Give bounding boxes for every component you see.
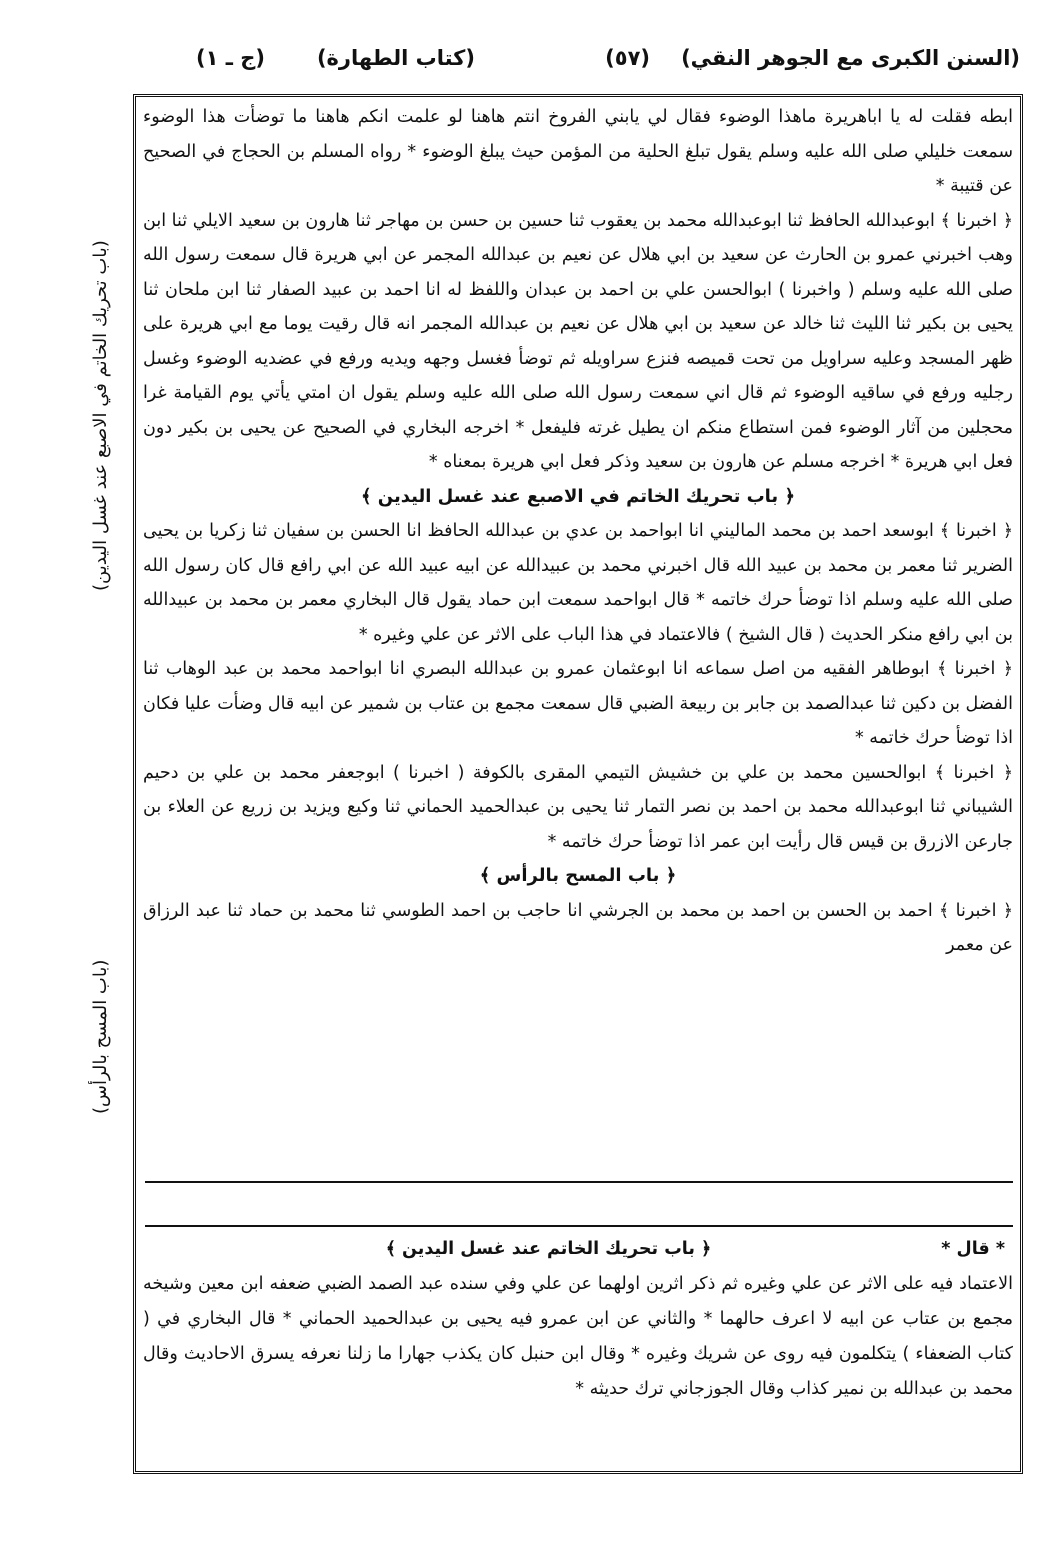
volume-number: (ج ـ ١) [196, 46, 265, 70]
divider-top [145, 1181, 1013, 1183]
page-header [150, 38, 1020, 90]
paragraph-6: ﴿ اخبرنا ﴾ احمد بن الحسن بن احمد بن محمد بن الجرشي انا حاجب بن احمد الطوسي ثنا محمد بن حماد ثنا عبد الرزاق عن معمر [143, 900, 1013, 955]
paragraph-2: ﴿ اخبرنا ﴾ ابوعبدالله الحافظ ثنا ابوعبدالله محمد بن يعقوب ثنا حسين بن حسن بن مهاجر ثنا هارون بن سعيد الايلي ثنا ابن وهب اخبرني عمرو بن الحارث عن سعيد بن ابي هلال عن نعيم بن عبدالله المجمر عن ابي هريرة قال سمعت رسول الله صلى الله عليه وسلم ( واخبرنا ) ابوالحسن علي بن احمد بن عبدان واللفظ له انا احمد بن عبيد الصفار ثنا ابن ملحان ثنا يحيى بن بكير ثنا الليث ثنا خالد عن سعيد بن ابي هلال عن نعيم بن عبدالله المجمر انه قال رقيت يوما مع ابي هريرة على ظهر المسجد وعليه سراويل من تحت قميصه فنزع سراويله ثم توضأ فغسل وجهه ويديه ورفع في عضديه الوضوء وغسل رجليه ورفع في ساقيه الوضوء ثم قال اني سمعت رسول الله صلى الله عليه وسلم يقول ان امتي يأتي يوم القيامة غرا محجلين من آثار الوضوء فمن استطاع منكم ان يطيل غرته فليفعل * اخرجه البخاري في الصحيح عن يحيى بن بكير دون فعل ابي هريرة * اخرجه مسلم عن هارون بن سعيد وذكر فعل ابي هريرة بمعناه * [143, 210, 1013, 472]
footnote-qala: * قال * [941, 1239, 1005, 1259]
book-title: (السنن الكبرى مع الجوهر النقي) [681, 46, 1020, 70]
paragraph-1: ابطه فقلت له يا اباهريرة ماهذا الوضوء فقال لي يابني الفروخ انتم هاهنا لو علمت انكم هاهنا ما توضأت هذا الوضوء سمعت خليلي صلى الله عليه وسلم يقول تبلغ الحلية من المؤمن حيث يبلغ الوضوء * رواه المسلم بن الحجاج في الصحيح عن قتيبة * [143, 107, 1013, 196]
footnotes-section [143, 1232, 1013, 1407]
footnote-text: الاعتماد فيه على الاثر عن علي وغيره ثم ذكر اثرين اولهما عن علي وفي سنده عبد الصمد الضبي ضعفه ابن معين وشيخه مجمع بن عتاب عن ابيه لا اعرف حالهما * والثاني عن ابن عمرو فيه يحيى بن عبدالحميد الحماني * قال البخاري في ( كتاب الضعفاء ) يتكلمون فيه روى عن شريك وغيره * وقال ابن حنبل كان يكذب جهارا ما زلنا نعرفه يسرق الاحاديث وقال محمد بن عبدالله بن نمير كذاب وقال الجوزجاني ترك حديثه * [143, 1274, 1013, 1399]
chapter-heading-head-wiping: ﴿ باب المسح بالرأس ﴾ [479, 865, 677, 886]
paragraph-5: ﴿ اخبرنا ﴾ ابوالحسين محمد بن علي بن خشيش التيمي المقرى بالكوفة ( اخبرنا ) ابوجعفر محمد بن علي بن دحيم الشيباني ثنا ابوعبدالله محمد بن احمد بن نصر التمار ثنا يحيى بن عبدالحميد الحماني ثنا وكيع ويزيد بن زريع عن العلاء بن جارعن الازرق بن قيس قال رأيت ابن عمر اذا توضأ حرك خاتمه * [143, 762, 1013, 852]
chapter-heading-ring: ﴿ باب تحريك الخاتم في الاصبع عند غسل اليدين ﴾ [360, 485, 796, 507]
margin-note-ring-chapter: (باب تحريك الخاتم في الاصبع عند غسل اليدين) [90, 240, 111, 591]
footnote-header [143, 1232, 1013, 1267]
paragraph-4: ﴿ اخبرنا ﴾ ابوطاهر الفقيه من اصل سماعه انا ابوعثمان عمرو بن عبدالله البصري انا ابواحمد محمد بن عبد الوهاب ثنا الفضل بن دكين ثنا عبدالصمد بن جابر بن ربيعة الضبي قال سمعت مجمع بن عتاب بن شمير عن ابيه قال وضأت عليا فكان اذا توضأ حرك خاتمه * [143, 659, 1013, 748]
divider-bottom [145, 1225, 1013, 1227]
chapter-title: (كتاب الطهارة) [316, 46, 475, 70]
footnote-heading: ﴿ باب تحريك الخاتم عند غسل اليدين ﴾ [385, 1239, 712, 1259]
page-number: (٥٧) [605, 46, 650, 70]
paragraph-3: ﴿ اخبرنا ﴾ ابوسعد احمد بن محمد الماليني انا ابواحمد بن عدي بن عبدالله الحافظ انا الحسن بن سفيان ثنا زكريا بن يحيى الضرير ثنا معمر بن محمد بن عبيد الله قال اخبرني محمد بن عبيدالله عن ابيه عبيد الله عن ابي رافع قال كان رسول الله صلى الله عليه وسلم اذا توضأ حرك خاتمه * قال ابواحمد سمعت ابن حماد يقول قال البخاري معمر بن محمد بن عبيدالله بن ابي رافع منكر الحديث ( قال الشيخ ) فالاعتماد في هذا الباب على الاثر عن علي وغيره * [143, 521, 1013, 645]
margin-note-head-wiping-chapter: (باب المسح بالرأس) [90, 960, 111, 1115]
main-text [143, 100, 1013, 963]
